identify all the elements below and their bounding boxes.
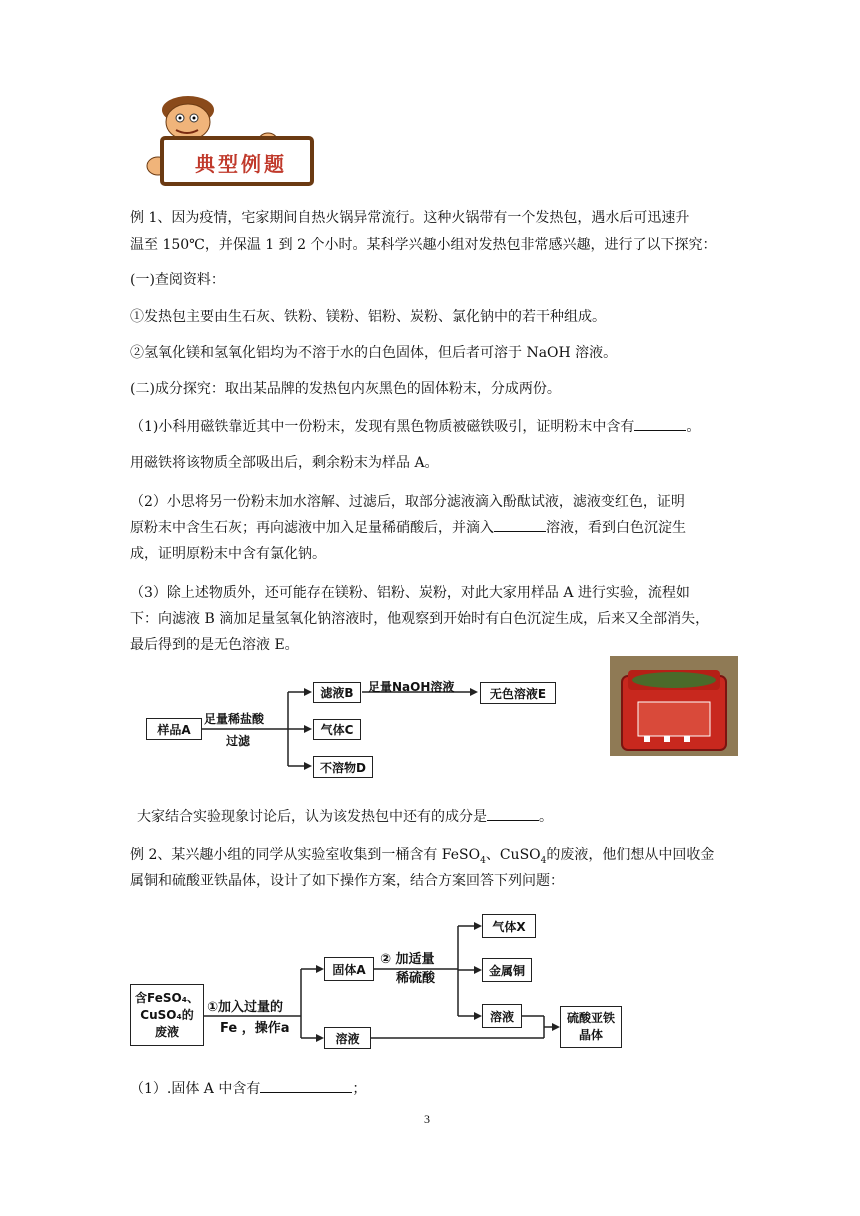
ex1-q3-line2: 下：向滤液 B 滴加足量氢氧化钠溶液时，他观察到开始时有白色沉淀生成，后来又全部消失， [130, 611, 710, 627]
ex2-q1-text: （1）.固体 A 中含有 [130, 1081, 261, 1097]
flow2-step2-label-b: 稀硫酸 [396, 971, 436, 986]
ex1-q3-line1: （3）除上述物质外，还可能存在镁粉、铝粉、炭粉，对此大家用样品 A 进行实验，流程如 [130, 585, 690, 601]
ex2-line2: 属铜和硫酸亚铁晶体，设计了如下操作方案，结合方案回答下列问题： [130, 873, 564, 889]
ex1-q1-text: （1)小科用磁铁靠近其中一份粉末，发现有黑色物质被磁铁吸引，证明粉末中含有 [130, 419, 635, 435]
flow2-gas-x: 气体X [482, 914, 536, 938]
ex1-q2-text-a: 原粉末中含生石灰；再向滤液中加入足量稀硝酸后，并滴入 [130, 520, 494, 536]
flow1-filtrate-b: 滤液B [313, 682, 361, 703]
flow2-waste-line2: CuSO₄的 [140, 1007, 194, 1022]
flow2-waste-liquid [130, 984, 204, 1046]
flow2-step1-label-a: ①加入过量的 [207, 1000, 284, 1015]
flow2-waste-line3: 废液 [154, 1024, 179, 1039]
ex2-sub2: 4 [540, 855, 547, 866]
header-badge-text: 典型例题 [195, 152, 287, 176]
page-number: 3 [424, 1112, 430, 1126]
ex1-conclusion-end: 。 [539, 809, 553, 825]
flow1-insoluble-d: 不溶物D [313, 756, 373, 778]
flow2-waste-line1: 含FeSO₄、 [135, 990, 199, 1005]
flow2-solid-a: 固体A [324, 957, 374, 981]
flow2-ferrous-sulfate-crystal [560, 1006, 622, 1048]
flow1-reagent-label: 足量稀盐酸 [204, 712, 265, 726]
ex2-line1-a: 例 2、某兴趣小组的同学从实验室收集到一桶含有 FeSO [130, 847, 481, 863]
ex1-section1-title: (一)查阅资料： [130, 272, 225, 288]
flow2-crystal-line2: 晶体 [578, 1028, 603, 1042]
flow2-solution-bottom: 溶液 [324, 1027, 371, 1049]
ex1-intro-line1: 例 1、因为疫情，宅家期间自热火锅异常流行。这种火锅带有一个发热包，遇水后可迅速升 [130, 210, 690, 226]
ex2-q1-end: ； [352, 1081, 367, 1097]
answer-blank[interactable] [260, 1078, 352, 1093]
flow2-step2-label-a: ② 加适量 [380, 952, 435, 967]
flow2-crystal-line1: 硫酸亚铁 [566, 1011, 615, 1025]
ex2-line1-b: 、CuSO [485, 847, 541, 863]
ex2-sub1: 4 [480, 855, 486, 866]
flow2-step1-label-b: Fe ，操作a [220, 1021, 290, 1036]
flow1-gas-c: 气体C [313, 719, 361, 740]
ex1-q3-line3: 最后得到的是无色溶液 E。 [130, 637, 299, 653]
ex2-line1-c: 的废液，他们想从中回收金 [546, 847, 715, 863]
flow1-op-label: 过滤 [226, 734, 251, 748]
ex1-intro-line2: 温至 150℃，并保温 1 到 2 个小时。某科学兴趣小组对发热包非常感兴趣，进行了以下探究： [130, 237, 717, 253]
ex1-q2-line1: （2）小思将另一份粉末加水溶解、过滤后，取部分滤液滴入酚酞试液，滤液变红色，证明 [130, 494, 685, 510]
ex1-q1-line2: 用磁铁将该物质全部吸出后，剩余粉末为样品 A。 [130, 455, 439, 471]
ex1-section1-item1: ①发热包主要由生石灰、铁粉、镁粉、铝粉、炭粉、氯化钠中的若干种组成。 [130, 309, 606, 325]
flow1-naoh-label: 足量NaOH溶液 [368, 680, 455, 694]
ex1-conclusion-text: 大家结合实验现象讨论后，认为该发热包中还有的成分是 [137, 809, 487, 825]
ex1-section2-title: (二)成分探究：取出某品牌的发热包内灰黑色的固体粉末，分成两份。 [130, 381, 561, 397]
ex1-q2-line3: 成，证明原粉末中含有氯化钠。 [130, 546, 326, 562]
ex1-q1-end: 。 [686, 419, 701, 435]
flow1-sample-a: 样品A [146, 718, 202, 740]
ex1-section1-item2: ②氢氧化镁和氢氧化铝均为不溶于水的白色固体，但后者可溶于 NaOH 溶液。 [130, 345, 618, 361]
flow1-solution-e: 无色溶液E [480, 682, 556, 704]
flow2-copper: 金属铜 [482, 958, 532, 982]
ex2-q1 [130, 1076, 730, 1102]
flow2-solution-top: 溶液 [482, 1004, 522, 1028]
ex1-q2-text-b: 溶液，看到白色沉淀生 [546, 520, 686, 536]
